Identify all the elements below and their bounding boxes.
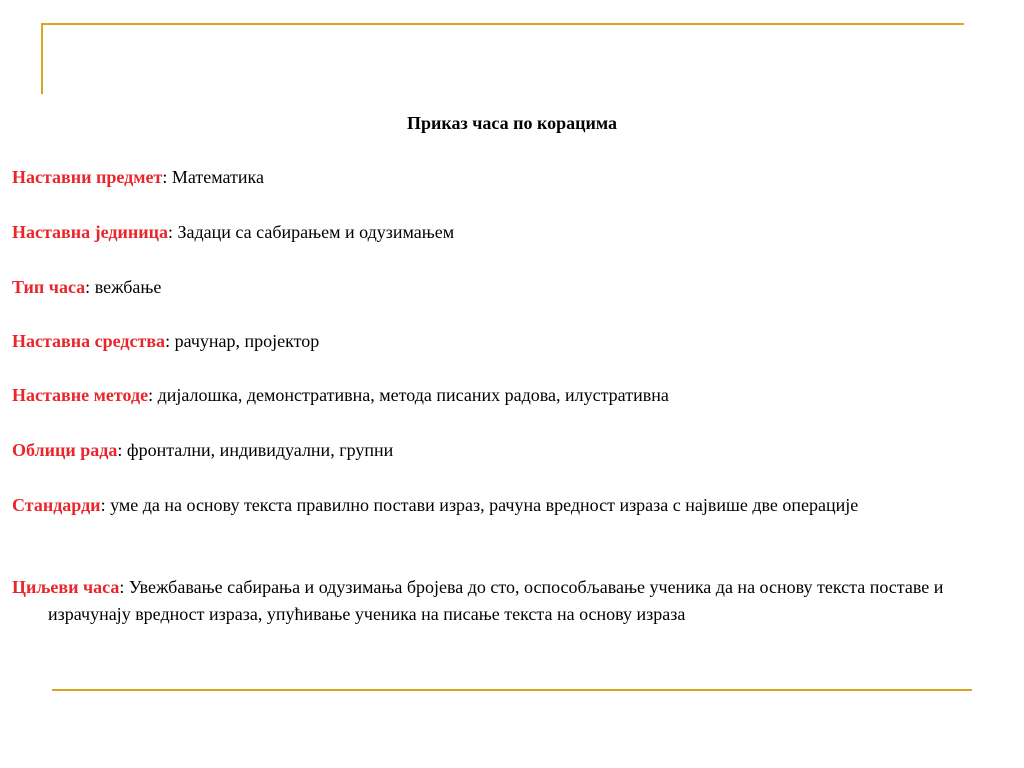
field-separator: : [100,495,106,515]
field-label-methods: Наставне методе [12,385,149,405]
field-forms [12,437,393,464]
field-separator: : [119,577,125,597]
field-separator: : [117,440,123,460]
field-label-goals: Циљеви часа [12,577,120,597]
decorative-left-line [41,23,43,94]
field-standards [12,492,1002,519]
field-methods [12,382,669,409]
field-label-means: Наставна средства [12,331,166,351]
field-separator: : [148,385,154,405]
field-means [12,328,319,355]
field-unit [12,219,454,246]
field-label-forms: Облици рада [12,440,118,460]
field-label-unit: Наставна јединица [12,222,168,242]
field-value-methods: дијалошка, демонстративна, метода писаних радова, илустративна [153,385,669,405]
field-separator: : [165,331,171,351]
field-subject [12,164,264,191]
field-value-forms: фронтални, индивидуални, групни [122,440,394,460]
field-value-goals: Увежбавање сабирања и одузимања бројева до сто, оспособљавање ученика да на основу текста поставе и израчунају вредност израза, упућивање ученика на писање текста на основу израза [48,577,944,624]
decorative-top-line [42,23,964,25]
field-separator: : [167,222,173,242]
decorative-bottom-line [52,689,972,691]
field-label-subject: Наставни предмет [12,167,163,187]
field-value-means: рачунар, пројектор [170,331,320,351]
slide-title: Приказ часа по корацима [407,113,617,133]
field-separator: : [162,167,168,187]
field-value-type: вежбање [90,277,162,297]
field-label-standards: Стандарди [12,495,101,515]
field-type [12,274,161,301]
field-value-subject: Математика [167,167,265,187]
field-goals [12,574,972,628]
field-value-standards: уме да на основу текста правилно постави израз, рачуна вредност израза с највише две операције [105,495,859,515]
field-separator: : [85,277,91,297]
field-value-unit: Задаци са сабирањем и одузимањем [173,222,455,242]
field-label-type: Тип часа [12,277,86,297]
